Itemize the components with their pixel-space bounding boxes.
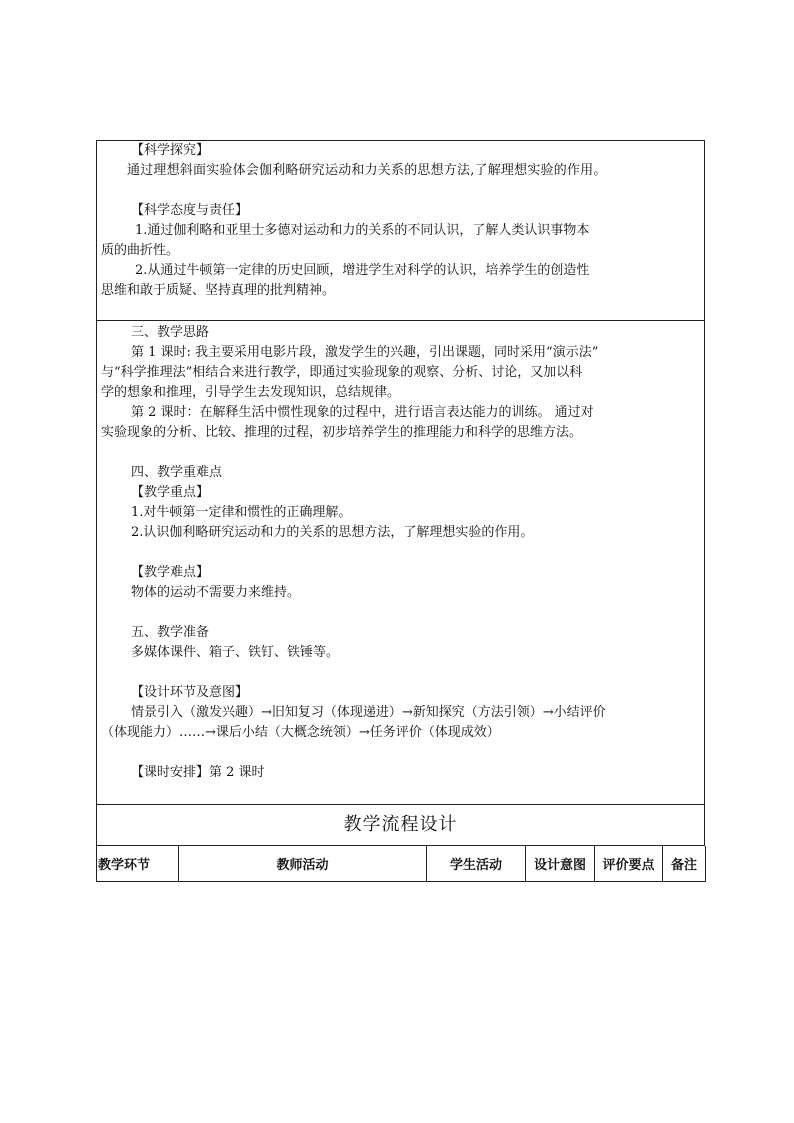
teaching-content-cell (97, 323, 704, 805)
lesson2-line1: 第 2 课时：在解释生活中惯性现象的过程中，进行语言表达能力的训练。 通过对 (131, 405, 594, 420)
flow-table (96, 846, 706, 882)
attitude-item1-line1: 1.通过伽利略和亚里士多德对运动和力的关系的不同认识，了解人类认识事物本 (135, 223, 590, 238)
attitude-item2-line2: 思维和敢于质疑、坚持真理的批判精神。 (101, 283, 336, 298)
schedule-line (101, 763, 700, 783)
lesson1-line1: 第 1 课时: 我主要采用电影片段，激发学生的兴趣，引出课题，同时采用“演示法” (131, 345, 599, 360)
header-teacher-activity: 教师活动 (179, 846, 427, 882)
core-literacy-cell (97, 141, 704, 321)
attitude-label: 【科学态度与责任】 (131, 203, 249, 218)
flow-title-cell (97, 805, 704, 845)
lesson-plan-page (96, 140, 705, 882)
lesson1-line2: 与“科学推理法”相结合来进行教学，即通过实验现象的观察、分析、讨论，又加以科 (101, 365, 583, 380)
lesson-plan-box (96, 140, 705, 846)
difficulty-label: 【教学难点】 (131, 565, 210, 580)
lesson1-line3: 学的想象和推理，引导学生去发现知识，总结规律。 (101, 385, 401, 400)
schedule-label: 【课时安排】 (131, 765, 210, 780)
design-label: 【设计环节及意图】 (131, 685, 249, 700)
header-student-activity: 学生活动 (427, 846, 526, 882)
key-item-2: 2.认识伽利略研究运动和力的关系的思想方法，了解理想实验的作用。 (131, 525, 534, 540)
difficulty-text: 物体的运动不需要力来维持。 (131, 585, 301, 600)
key-item-1: 1.对牛顿第一定律和惯性的正确理解。 (131, 505, 352, 520)
sci-inquiry-text: 通过理想斜面实验体会伽利略研究运动和力关系的思想方法,了解理想实验的作用。 (127, 163, 607, 178)
flow-design-title: 教学流程设计 (343, 814, 458, 835)
header-remarks: 备注 (663, 846, 706, 882)
header-teaching-stage: 教学环节 (97, 846, 179, 882)
keypoints-heading: 四、教学重难点 (131, 465, 223, 480)
ideas-heading: 三、教学思路 (131, 325, 210, 340)
attitude-item2-line1: 2.从通过牛顿第一定律的历史回顾，增进学生对科学的认识，培养学生的创造性 (135, 263, 590, 278)
header-evaluation-points: 评价要点 (595, 846, 663, 882)
prep-text: 多媒体课件、箱子、铁钉、铁锤等。 (131, 645, 340, 660)
design-line1: 情景引入（激发兴趣）→旧知复习（体现递进）→新知探究（方法引领）→小结评价 (131, 705, 606, 720)
schedule-value: 第 2 课时 (209, 765, 265, 780)
lesson2-line2: 实验现象的分析、比较、推理的过程，初步培养学生的推理能力和科学的思维方法。 (101, 425, 583, 440)
prep-heading: 五、教学准备 (131, 625, 210, 640)
flow-table-header-row (97, 846, 706, 882)
key-label: 【教学重点】 (131, 485, 210, 500)
attitude-item1-line2: 质的曲折性。 (101, 243, 180, 258)
header-design-intent: 设计意图 (526, 846, 595, 882)
design-line2: （体现能力）……→课后小结（大概念统领）→任务评价（体现成效） (101, 725, 500, 740)
sci-inquiry-label: 【科学探究】 (131, 143, 210, 158)
